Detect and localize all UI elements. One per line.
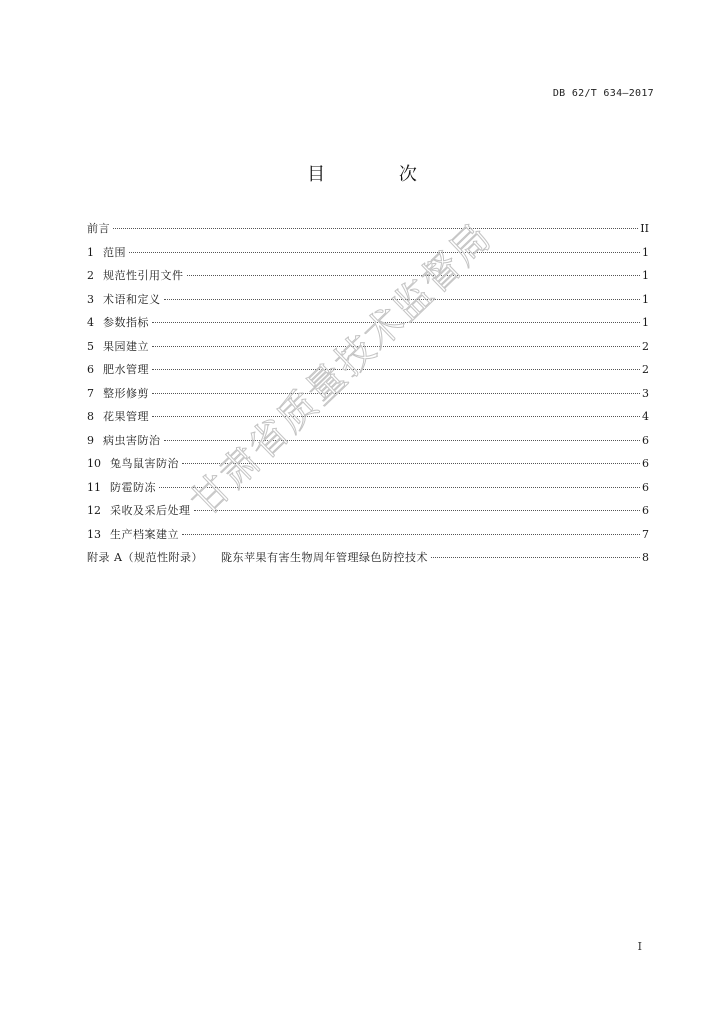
toc-entry-13[interactable] xyxy=(87,523,649,547)
toc-entry-page: 1 xyxy=(642,292,649,306)
toc-entry-2[interactable] xyxy=(87,264,649,288)
toc-entry-page: 1 xyxy=(642,245,649,259)
toc-entry-number: 7 xyxy=(87,386,94,400)
page-number: I xyxy=(637,940,642,953)
toc-entry-page: 2 xyxy=(642,363,649,376)
toc-entry-5[interactable] xyxy=(87,335,649,359)
toc-entry-subtitle: 陇东苹果有害生物周年管理绿色防控技术 xyxy=(220,551,428,564)
toc-entry-label: 附录 A（规范性附录） xyxy=(87,551,203,564)
toc-entry-page: 6 xyxy=(642,504,649,517)
toc-entry-12[interactable] xyxy=(87,499,649,523)
toc-entry-number: 12 xyxy=(87,504,101,517)
toc-entry-page: 6 xyxy=(642,433,649,447)
toc-entry-page: 6 xyxy=(642,457,649,470)
toc-entry-label: 范围 xyxy=(103,245,126,259)
toc-leader-dots xyxy=(152,369,640,370)
document-code: DB 62/T 634—2017 xyxy=(552,88,654,99)
toc-entry-page: 8 xyxy=(642,551,649,564)
toc-entry-number: 5 xyxy=(87,339,94,353)
toc-entry-page: 6 xyxy=(642,480,649,494)
toc-leader-dots xyxy=(152,322,640,323)
toc-entry-label: 前言 xyxy=(87,222,110,235)
toc-leader-dots xyxy=(431,557,640,558)
toc-entry-page: 4 xyxy=(642,410,649,423)
toc-entry-number: 3 xyxy=(87,292,94,306)
toc-entry-foreword[interactable] xyxy=(87,217,649,241)
toc-entry-7[interactable] xyxy=(87,382,649,406)
toc-entry-page: 2 xyxy=(642,339,649,353)
toc-entry-page: 1 xyxy=(642,269,649,282)
toc-leader-dots xyxy=(194,510,641,511)
toc-leader-dots xyxy=(182,534,640,535)
toc-title: 目 次 xyxy=(307,164,451,185)
toc-entry-page: 7 xyxy=(642,527,649,541)
toc-entry-appendix-a[interactable] xyxy=(87,546,649,570)
toc-entry-9[interactable] xyxy=(87,429,649,453)
toc-leader-dots xyxy=(129,252,640,253)
toc-leader-dots xyxy=(152,346,640,347)
toc-leader-dots xyxy=(164,440,641,441)
toc-leader-dots xyxy=(152,416,640,417)
toc-leader-dots xyxy=(164,299,641,300)
toc-entry-page: 3 xyxy=(642,386,649,400)
toc-leader-dots xyxy=(113,228,638,229)
toc-entry-11[interactable] xyxy=(87,476,649,500)
toc-entry-number: 10 xyxy=(87,457,101,470)
toc-entry-10[interactable] xyxy=(87,452,649,476)
toc-entry-label: 术语和定义 xyxy=(103,292,161,306)
toc-entry-8[interactable] xyxy=(87,405,649,429)
toc-entry-label: 规范性引用文件 xyxy=(103,269,184,282)
toc-leader-dots xyxy=(152,393,640,394)
toc-entry-label: 防雹防冻 xyxy=(110,480,156,494)
toc-entry-label: 病虫害防治 xyxy=(103,433,161,447)
toc-entry-number: 8 xyxy=(87,410,94,423)
toc-entry-label: 花果管理 xyxy=(103,410,149,423)
toc-entry-3[interactable] xyxy=(87,288,649,312)
toc-entry-number: 2 xyxy=(87,269,94,282)
toc-entry-page: II xyxy=(640,222,649,235)
toc-leader-dots xyxy=(182,463,640,464)
toc-entry-label: 参数指标 xyxy=(103,316,149,329)
toc-entry-page: 1 xyxy=(642,316,649,329)
toc-entry-label: 整形修剪 xyxy=(103,386,149,400)
watermark-text: 甘肃省质量技术监督局 xyxy=(182,214,501,524)
toc-entry-label: 果园建立 xyxy=(103,339,149,353)
toc-entry-1[interactable] xyxy=(87,241,649,265)
toc-entry-number: 13 xyxy=(87,527,101,541)
toc-entry-label: 采收及采后处理 xyxy=(110,504,191,517)
toc-entry-label: 兔鸟鼠害防治 xyxy=(110,457,179,470)
toc-entry-4[interactable] xyxy=(87,311,649,335)
toc-leader-dots xyxy=(187,275,641,276)
toc-entry-6[interactable] xyxy=(87,358,649,382)
table-of-contents xyxy=(87,217,649,570)
toc-entry-label: 生产档案建立 xyxy=(110,527,179,541)
toc-entry-label: 肥水管理 xyxy=(103,363,149,376)
toc-entry-number: 9 xyxy=(87,433,94,447)
toc-entry-number: 1 xyxy=(87,245,94,259)
toc-entry-number: 4 xyxy=(87,316,94,329)
toc-leader-dots xyxy=(159,487,640,488)
toc-entry-number: 11 xyxy=(87,480,101,494)
toc-entry-number: 6 xyxy=(87,363,94,376)
